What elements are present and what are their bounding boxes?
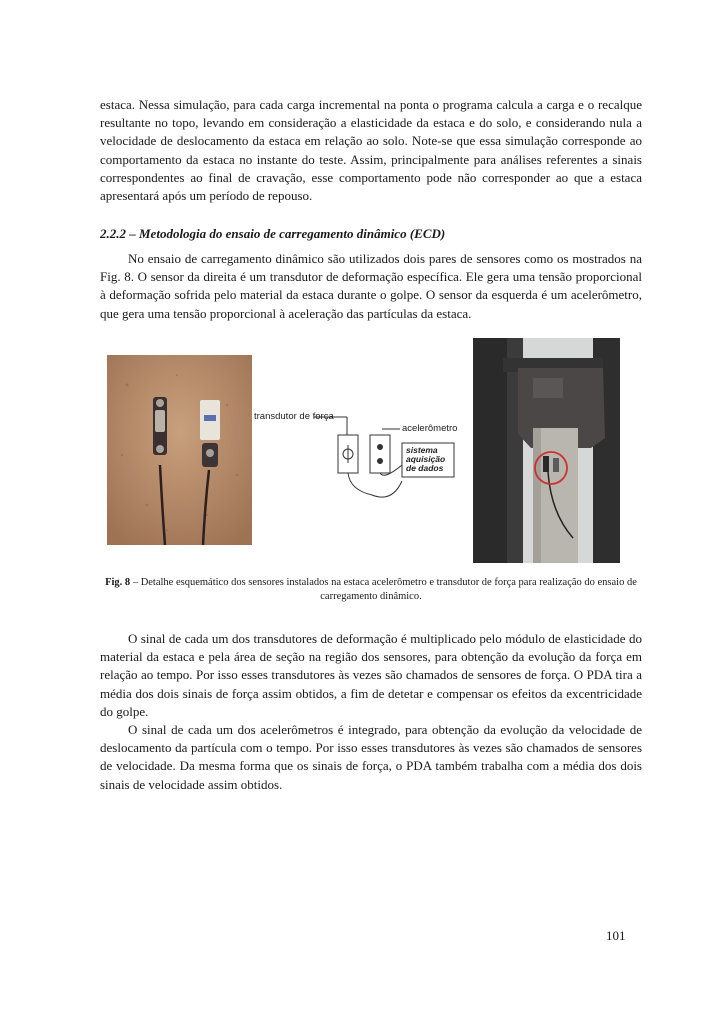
- sensor-photo: [107, 355, 252, 545]
- force-sensors-paragraph: O sinal de cada um dos transdutores de deformação é multiplicado pelo módulo de elasticidade do material da estaca e pela área de seção na região dos sensores, para obtenção da evolução da força em relação ao tempo. Por isso esses transdutores às vezes são chamados de sensores de força. O PDA tira a média dos dois sinais de força assim obtidos, a fim de detetar e compensar os efeitos da excentricidade do golpe.: [100, 631, 642, 719]
- caption-label: Fig. 8: [105, 577, 131, 588]
- force-transducer-label: transdutor de força: [254, 411, 334, 422]
- pile-rig-photo: [473, 338, 620, 563]
- caption-text: – Detalhe esquemático dos sensores instalados na estaca acelerômetro e transdutor de força para realização do ensaio de carregamento dinâmico.: [130, 577, 637, 602]
- section-heading: 2.2.2 – Metodologia do ensaio de carregamento dinâmico (ECD): [100, 226, 446, 241]
- velocity-sensors-paragraph: O sinal de cada um dos acelerômetros é integrado, para obtenção da evolução da velocidade de deslocamento da partícula com o tempo. Por isso esses transdutores às vezes são chamados de sensores de velocidade. Da mesma forma que os sinais de força, o PDA também trabalha com a média dos dois sinais de velocidade assim obtidos.: [100, 722, 642, 792]
- sensor-schematic: [252, 395, 474, 515]
- accelerometer-label: acelerômetro: [402, 423, 458, 434]
- intro-paragraph: estaca. Nessa simulação, para cada carga incremental na ponta o programa calcula a carga e o recalque resultante no topo, levando em consideração a elasticidade da estaca e do solo, e considerando nula a velocidade de deslocamento da estaca em relação ao solo. Note-se que essa simulação corresponde ao comportamento da estaca no instante do teste. Assim, principalmente para análises referentes a sinais correspondentes ao final de cravação, esse comportamento pode não corresponder ao que a estaca apresentará após um período de repouso.: [100, 97, 642, 204]
- section-body-paragraph: No ensaio de carregamento dinâmico são utilizados dois pares de sensores como os mostrados na Fig. 8. O sensor da direita é um transdutor de deformação específica. Ele gera uma tensão proporcional à deformação sofrida pelo material da estaca durante o golpe. O sensor da esquerda é um acelerômetro, que gera uma tensão proporcional à aceleração das partículas da estaca.: [100, 251, 642, 321]
- figure-caption: [100, 576, 642, 604]
- acquisition-system-label: sistema aquisição de dados: [406, 445, 446, 473]
- page-number: 101: [606, 928, 626, 943]
